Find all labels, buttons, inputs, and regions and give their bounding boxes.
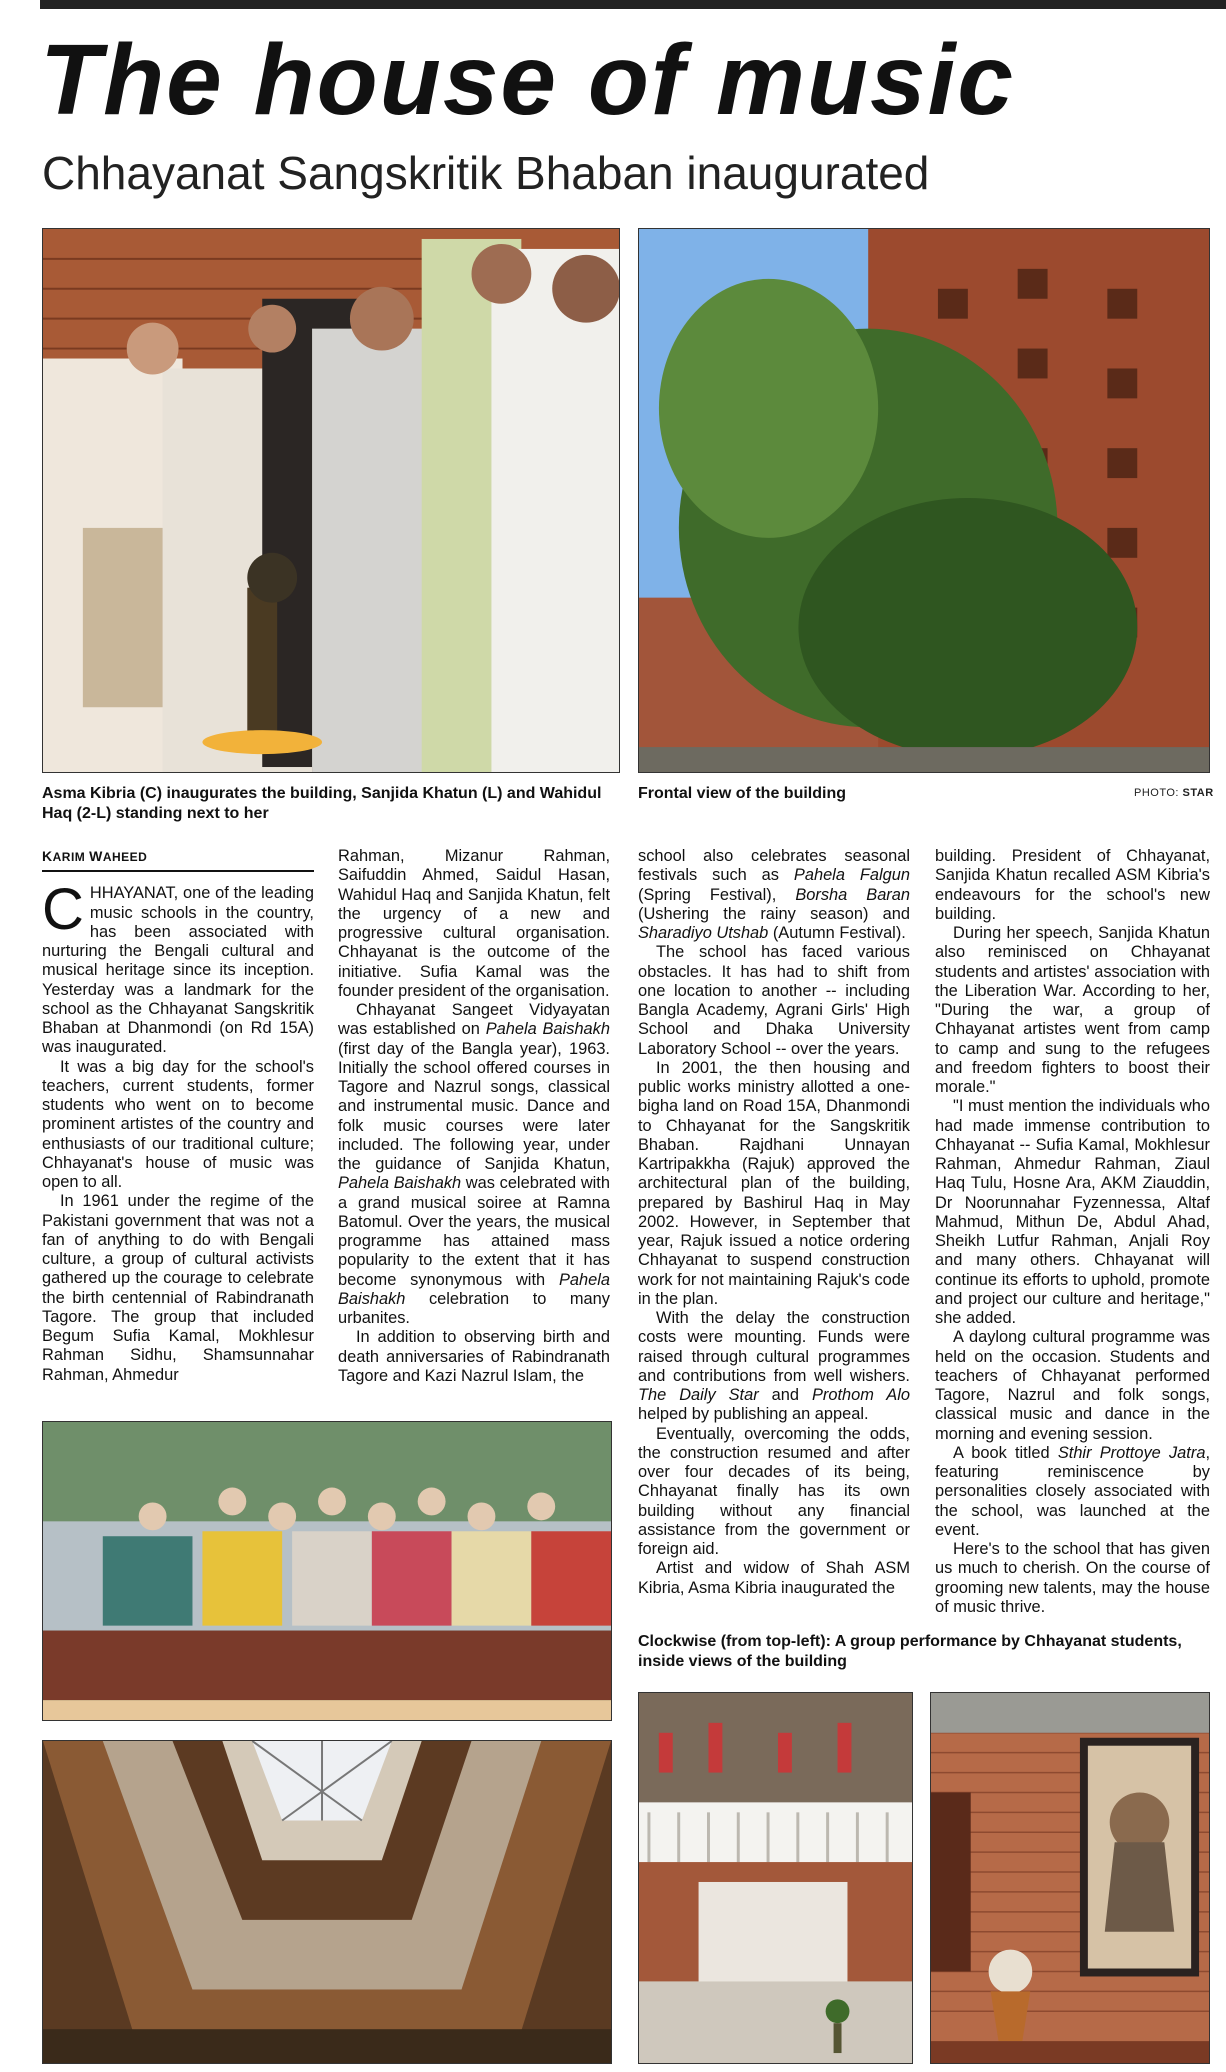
paragraph-5: In addition to observing birth and death anniversaries of Rabindranath Tagore and Kazi Nazrul Islam, the [338,1328,610,1385]
paragraph-7: In 2001, the then housing and public works ministry allotted a one-bigha land on Road 15A, Dhanmondi to Chhayanat for the Sangskritik Bhaban. Rajdhani Unnayan Kartripakkha (Rajuk) approved the architectural plan of the building, prepared by Bashirul Haq in May 2002. However, in September that year, Rajuk issued a notice ordering Chhayanat to suspend construction work for not maintaining Rajuk's code in the plan. [638,1058,910,1308]
paragraph-2: It was a big day for the school's teachers, current students, former students who went on to become prominent artistes of the country and enthusiasts of our traditional culture; Chhayanat's house of music was open to all. [42,1057,314,1191]
paragraph-14: A book titled Sthir Prottoye Jatra, featuring reminiscence by personalities closely associated with the school, was launched at the event. [935,1443,1210,1539]
credit-source: STAR [1182,787,1214,799]
paragraph-6: The school has faced various obstacles. It has had to shift from one location to another -- including Bangla Academy, Agrani Girls' High School and Dhaka University Laboratory School -- over the years. [638,943,910,1058]
paragraph-11: During her speech, Sanjida Khatun also reminisced on Chhayanat students and artistes' association with the Liberation War. According to her, "During the war, a group of Chhayanat artistes went from camp to camp and sung to the refugees and freedom fighters to boost their morale." [935,924,1210,1096]
paragraph-4: Chhayanat Sangeet Vidyayatan was established on Pahela Baishakh (first day of the Bangla year), 1963. Initially the school offered courses in Tagore and Nazrul songs, classical and instrumental music. Dance and folk music courses were later included. The following year, under the guidance of Sanjida Khatun, Pahela Baishakh was celebrated with a grand musical soiree at Ramna Batomul. Over the years, the musical programme has attained mass popularity to the extent that it has become synonymous with Pahela Baishakh celebration to many urbanites. [338,1001,610,1327]
photo-interior-atrium [638,1692,913,2064]
photo-credit [1134,787,1214,799]
paragraph-10: Artist and widow of Shah ASM Kibria, Asma Kibria inaugurated the [638,1559,910,1597]
credit-label: PHOTO: [1134,787,1183,799]
headline: The house of music [40,24,1016,136]
article-column-2 [338,847,610,1386]
paragraph-13: A daylong cultural programme was held on the occasion. Students and teachers of Chhayanat performed Tagore, Nazrul and folk songs, classical music and dance in the morning and evening session. [935,1328,1210,1443]
article-column-3 [638,847,910,1598]
article-column-4 [935,847,1210,1617]
paragraph-1: CHHAYANAT, one of the leading music schools in the country, has been associated with nurturing the Bengali cultural and musical heritage since its inception. Yesterday was a landmark for the school as the Chhayanat Sangskritik Bhaban at Dhanmondi (on Rd 15A) was inaugurated. [42,877,314,1057]
byline: KARIM WAHEED [42,847,314,872]
paragraph-3-cont: Rahman, Mizanur Rahman, Saifuddin Ahmed, Saidul Hasan, Wahidul Haq and Sanjida Khatun, felt the urgency of a new and progressive cultural organisation. Chhayanat is the outcome of the initiative. Sufia Kamal was the founder president of the organisation. [338,847,610,1000]
photo-skylight [42,1740,612,2064]
photo-lamp-lighting [42,228,620,773]
paragraph-5-cont: school also celebrates seasonal festivals such as Pahela Falgun (Spring Festival), Borsha Baran (Ushering the rainy season) and Sharadiyo Utshab (Autumn Festival). [638,847,910,942]
subheadline: Chhayanat Sangskritik Bhaban inaugurated [42,147,930,199]
caption-building-front: Frontal view of the building [638,785,846,802]
top-rule [40,0,1226,9]
paragraph-9: Eventually, overcoming the odds, the construction resumed and after over four decades of its being, Chhayanat finally has its own building without any financial assistance from the government or foreign aid. [638,1424,910,1558]
paragraph-8: With the delay the construction costs were mounting. Funds were raised through cultural programmes and contributions from well wishers. The Daily Star and Prothom Alo helped by publishing an appeal. [638,1309,910,1424]
paragraph-15: Here's to the school that has given us much to cherish. On the course of grooming new talents, may the house of music thrive. [935,1540,1210,1616]
paragraph-10-cont: building. President of Chhayanat, Sanjida Khatun recalled ASM Kibria's endeavours for the school's new building. [935,847,1210,923]
paragraph-12: "I must mention the individuals who had made immense contribution to Chhayanat -- Sufia Kamal, Mokhlesur Rahman, Ahmedur Rahman, Ziaul Haq Tulu, Hosne Ara, AKM Ziauddin, Dr Noorunnahar Fyzennessa, Altaf Mahmud, Mithun De, Abdul Ahad, Sheikh Lutfur Rahman, Anjali Roy and many others. Chhayanat will continue its efforts to uphold, promote and project our culture and heritage," she added. [935,1097,1210,1327]
drop-cap: C [42,877,84,943]
caption-group: Clockwise (from top-left): A group performance by Chhayanat students, inside views of the building [638,1633,1182,1670]
paragraph-3: In 1961 under the regime of the Pakistani government that was not a fan of anything to do with Bengali culture, a group of cultural activists gathered up the courage to celebrate the birth centennial of Rabindranath Tagore. The group that included Begum Sufia Kamal, Mokhlesur Rahman Sidhu, Shamsunnahar Rahman, Ahmedur [42,1192,314,1384]
caption-lamp-lighting: Asma Kibria (C) inaugurates the building, Sanjida Khatun (L) and Wahidul Haq (2-L) standing next to her [42,785,602,822]
photo-building-front [638,228,1210,773]
photo-tagore-portrait [930,1692,1210,2064]
article-column-1 [42,847,314,1385]
photo-group-performance [42,1421,612,1721]
